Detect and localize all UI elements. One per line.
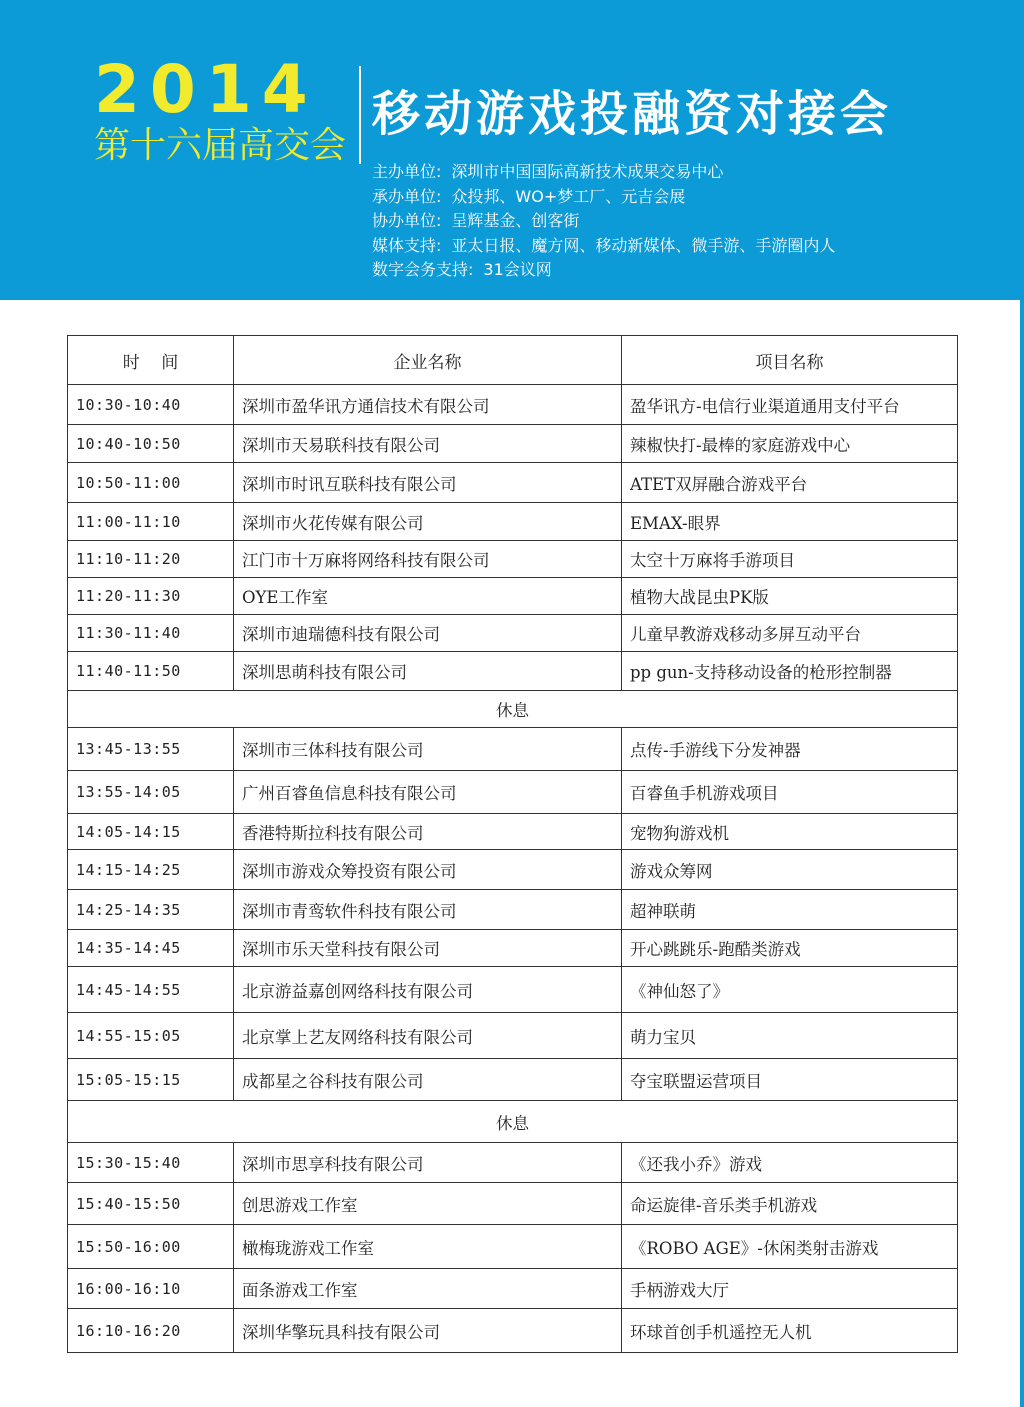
break-row bbox=[68, 1101, 958, 1143]
time-cell: 15:30-15:40 bbox=[68, 1143, 234, 1183]
header-time: 时 间 bbox=[68, 336, 234, 385]
company-cell: 深圳市迪瑞德科技有限公司 bbox=[234, 615, 622, 652]
time-cell: 15:40-15:50 bbox=[68, 1183, 234, 1225]
table-body bbox=[68, 385, 958, 1353]
organizer-line bbox=[372, 160, 835, 185]
organizer-value: 众投邦、WO+梦工厂、元吉会展 bbox=[451, 186, 686, 206]
company-cell: 深圳市思享科技有限公司 bbox=[234, 1143, 622, 1183]
project-cell: 超神联萌 bbox=[622, 890, 958, 930]
company-cell: 创思游戏工作室 bbox=[234, 1183, 622, 1225]
time-cell: 14:55-15:05 bbox=[68, 1013, 234, 1059]
table-row bbox=[68, 541, 958, 578]
project-cell: 百睿鱼手机游戏项目 bbox=[622, 771, 958, 814]
organizer-label: 承办单位: bbox=[372, 186, 442, 206]
time-cell: 10:40-10:50 bbox=[68, 425, 234, 463]
project-cell: EMAX-眼界 bbox=[622, 503, 958, 541]
project-cell: 儿童早教游戏移动多屏互动平台 bbox=[622, 615, 958, 652]
time-cell: 14:45-14:55 bbox=[68, 967, 234, 1013]
table-row bbox=[68, 967, 958, 1013]
table-row bbox=[68, 930, 958, 967]
table-row bbox=[68, 890, 958, 930]
company-cell: 深圳市青鸾软件科技有限公司 bbox=[234, 890, 622, 930]
time-cell: 11:40-11:50 bbox=[68, 652, 234, 691]
organizer-line bbox=[372, 209, 835, 234]
organizer-list bbox=[372, 160, 835, 283]
time-cell: 16:10-16:20 bbox=[68, 1309, 234, 1353]
time-cell: 11:20-11:30 bbox=[68, 578, 234, 615]
company-cell: 深圳市火花传媒有限公司 bbox=[234, 503, 622, 541]
table-row bbox=[68, 728, 958, 771]
table-row bbox=[68, 850, 958, 890]
organizer-value: 呈辉基金、创客街 bbox=[451, 211, 580, 230]
project-cell: 夺宝联盟运营项目 bbox=[622, 1059, 958, 1101]
time-cell: 14:05-14:15 bbox=[68, 814, 234, 850]
break-label: 休息 bbox=[68, 1101, 958, 1143]
table-row bbox=[68, 1269, 958, 1309]
project-cell: pp gun-支持移动设备的枪形控制器 bbox=[622, 652, 958, 691]
header-banner bbox=[0, 0, 1024, 300]
project-cell: 《ROBO AGE》-休闲类射击游戏 bbox=[622, 1225, 958, 1269]
page-title: 移动游戏投融资对接会 bbox=[372, 86, 893, 142]
company-cell: 深圳思萌科技有限公司 bbox=[234, 652, 622, 691]
break-label: 休息 bbox=[68, 691, 958, 728]
table-row bbox=[68, 1013, 958, 1059]
project-cell: 盈华讯方-电信行业渠道通用支付平台 bbox=[622, 385, 958, 425]
project-cell: 命运旋律-音乐类手机游戏 bbox=[622, 1183, 958, 1225]
time-cell: 11:10-11:20 bbox=[68, 541, 234, 578]
company-cell: 香港特斯拉科技有限公司 bbox=[234, 814, 622, 850]
organizer-label: 协办单位: bbox=[372, 211, 442, 230]
company-cell: 北京掌上艺友网络科技有限公司 bbox=[234, 1013, 622, 1059]
company-cell: 面条游戏工作室 bbox=[234, 1269, 622, 1309]
project-cell: ATET双屏融合游戏平台 bbox=[622, 463, 958, 503]
time-cell: 15:05-15:15 bbox=[68, 1059, 234, 1101]
company-cell: 深圳华擎玩具科技有限公司 bbox=[234, 1309, 622, 1353]
table-row bbox=[68, 425, 958, 463]
event-edition: 第十六届高交会 bbox=[94, 125, 347, 166]
page-edge-stripe bbox=[1020, 300, 1024, 1407]
organizer-label: 媒体支持: bbox=[372, 235, 442, 255]
time-cell: 10:30-10:40 bbox=[68, 385, 234, 425]
break-row bbox=[68, 691, 958, 728]
table-row bbox=[68, 1309, 958, 1353]
table-header-row bbox=[68, 336, 958, 385]
project-cell: 植物大战昆虫PK版 bbox=[622, 578, 958, 615]
project-cell: 萌力宝贝 bbox=[622, 1013, 958, 1059]
project-cell: 开心跳跳乐-跑酷类游戏 bbox=[622, 930, 958, 967]
organizer-label: 主办单位: bbox=[372, 162, 442, 181]
organizer-line bbox=[372, 258, 835, 283]
organizer-value: 31会议网 bbox=[483, 260, 552, 279]
table-row bbox=[68, 615, 958, 652]
table-row bbox=[68, 1059, 958, 1101]
organizer-line bbox=[372, 185, 835, 210]
time-cell: 14:35-14:45 bbox=[68, 930, 234, 967]
table-row bbox=[68, 463, 958, 503]
time-cell: 11:30-11:40 bbox=[68, 615, 234, 652]
project-cell: 手柄游戏大厅 bbox=[622, 1269, 958, 1309]
table-row bbox=[68, 814, 958, 850]
company-cell: 北京游益嘉创网络科技有限公司 bbox=[234, 967, 622, 1013]
project-cell: 辣椒快打-最棒的家庭游戏中心 bbox=[622, 425, 958, 463]
table-row bbox=[68, 1183, 958, 1225]
project-cell: 宠物狗游戏机 bbox=[622, 814, 958, 850]
company-cell: 深圳市时讯互联科技有限公司 bbox=[234, 463, 622, 503]
header-divider bbox=[359, 66, 361, 164]
project-cell: 《还我小乔》游戏 bbox=[622, 1143, 958, 1183]
time-cell: 16:00-16:10 bbox=[68, 1269, 234, 1309]
company-cell: 橄梅珑游戏工作室 bbox=[234, 1225, 622, 1269]
time-cell: 11:00-11:10 bbox=[68, 503, 234, 541]
time-cell: 15:50-16:00 bbox=[68, 1225, 234, 1269]
company-cell: 深圳市乐天堂科技有限公司 bbox=[234, 930, 622, 967]
project-cell: 环球首创手机遥控无人机 bbox=[622, 1309, 958, 1353]
time-cell: 13:55-14:05 bbox=[68, 771, 234, 814]
company-cell: 广州百睿鱼信息科技有限公司 bbox=[234, 771, 622, 814]
company-cell: 深圳市天易联科技有限公司 bbox=[234, 425, 622, 463]
table-row bbox=[68, 503, 958, 541]
organizer-value: 深圳市中国国际高新技术成果交易中心 bbox=[451, 162, 724, 181]
table-row bbox=[68, 652, 958, 691]
header-company: 企业名称 bbox=[234, 336, 622, 385]
event-year: 2014 bbox=[94, 51, 318, 128]
schedule-table bbox=[67, 335, 958, 1353]
table-row bbox=[68, 1225, 958, 1269]
company-cell: 江门市十万麻将网络科技有限公司 bbox=[234, 541, 622, 578]
project-cell: 点传-手游线下分发神器 bbox=[622, 728, 958, 771]
company-cell: 成都星之谷科技有限公司 bbox=[234, 1059, 622, 1101]
company-cell: 深圳市三体科技有限公司 bbox=[234, 728, 622, 771]
organizer-line bbox=[372, 234, 835, 259]
company-cell: 深圳市游戏众筹投资有限公司 bbox=[234, 850, 622, 890]
project-cell: 太空十万麻将手游项目 bbox=[622, 541, 958, 578]
project-cell: 《神仙怒了》 bbox=[622, 967, 958, 1013]
time-cell: 10:50-11:00 bbox=[68, 463, 234, 503]
time-cell: 13:45-13:55 bbox=[68, 728, 234, 771]
company-cell: OYE工作室 bbox=[234, 578, 622, 615]
table-row bbox=[68, 1143, 958, 1183]
table-row bbox=[68, 578, 958, 615]
header-project: 项目名称 bbox=[622, 336, 958, 385]
organizer-label: 数字会务支持: bbox=[372, 260, 474, 279]
time-cell: 14:25-14:35 bbox=[68, 890, 234, 930]
table-row bbox=[68, 385, 958, 425]
company-cell: 深圳市盈华讯方通信技术有限公司 bbox=[234, 385, 622, 425]
project-cell: 游戏众筹网 bbox=[622, 850, 958, 890]
organizer-value: 亚太日报、魔方网、移动新媒体、微手游、手游圈内人 bbox=[451, 235, 836, 255]
time-cell: 14:15-14:25 bbox=[68, 850, 234, 890]
table-row bbox=[68, 771, 958, 814]
